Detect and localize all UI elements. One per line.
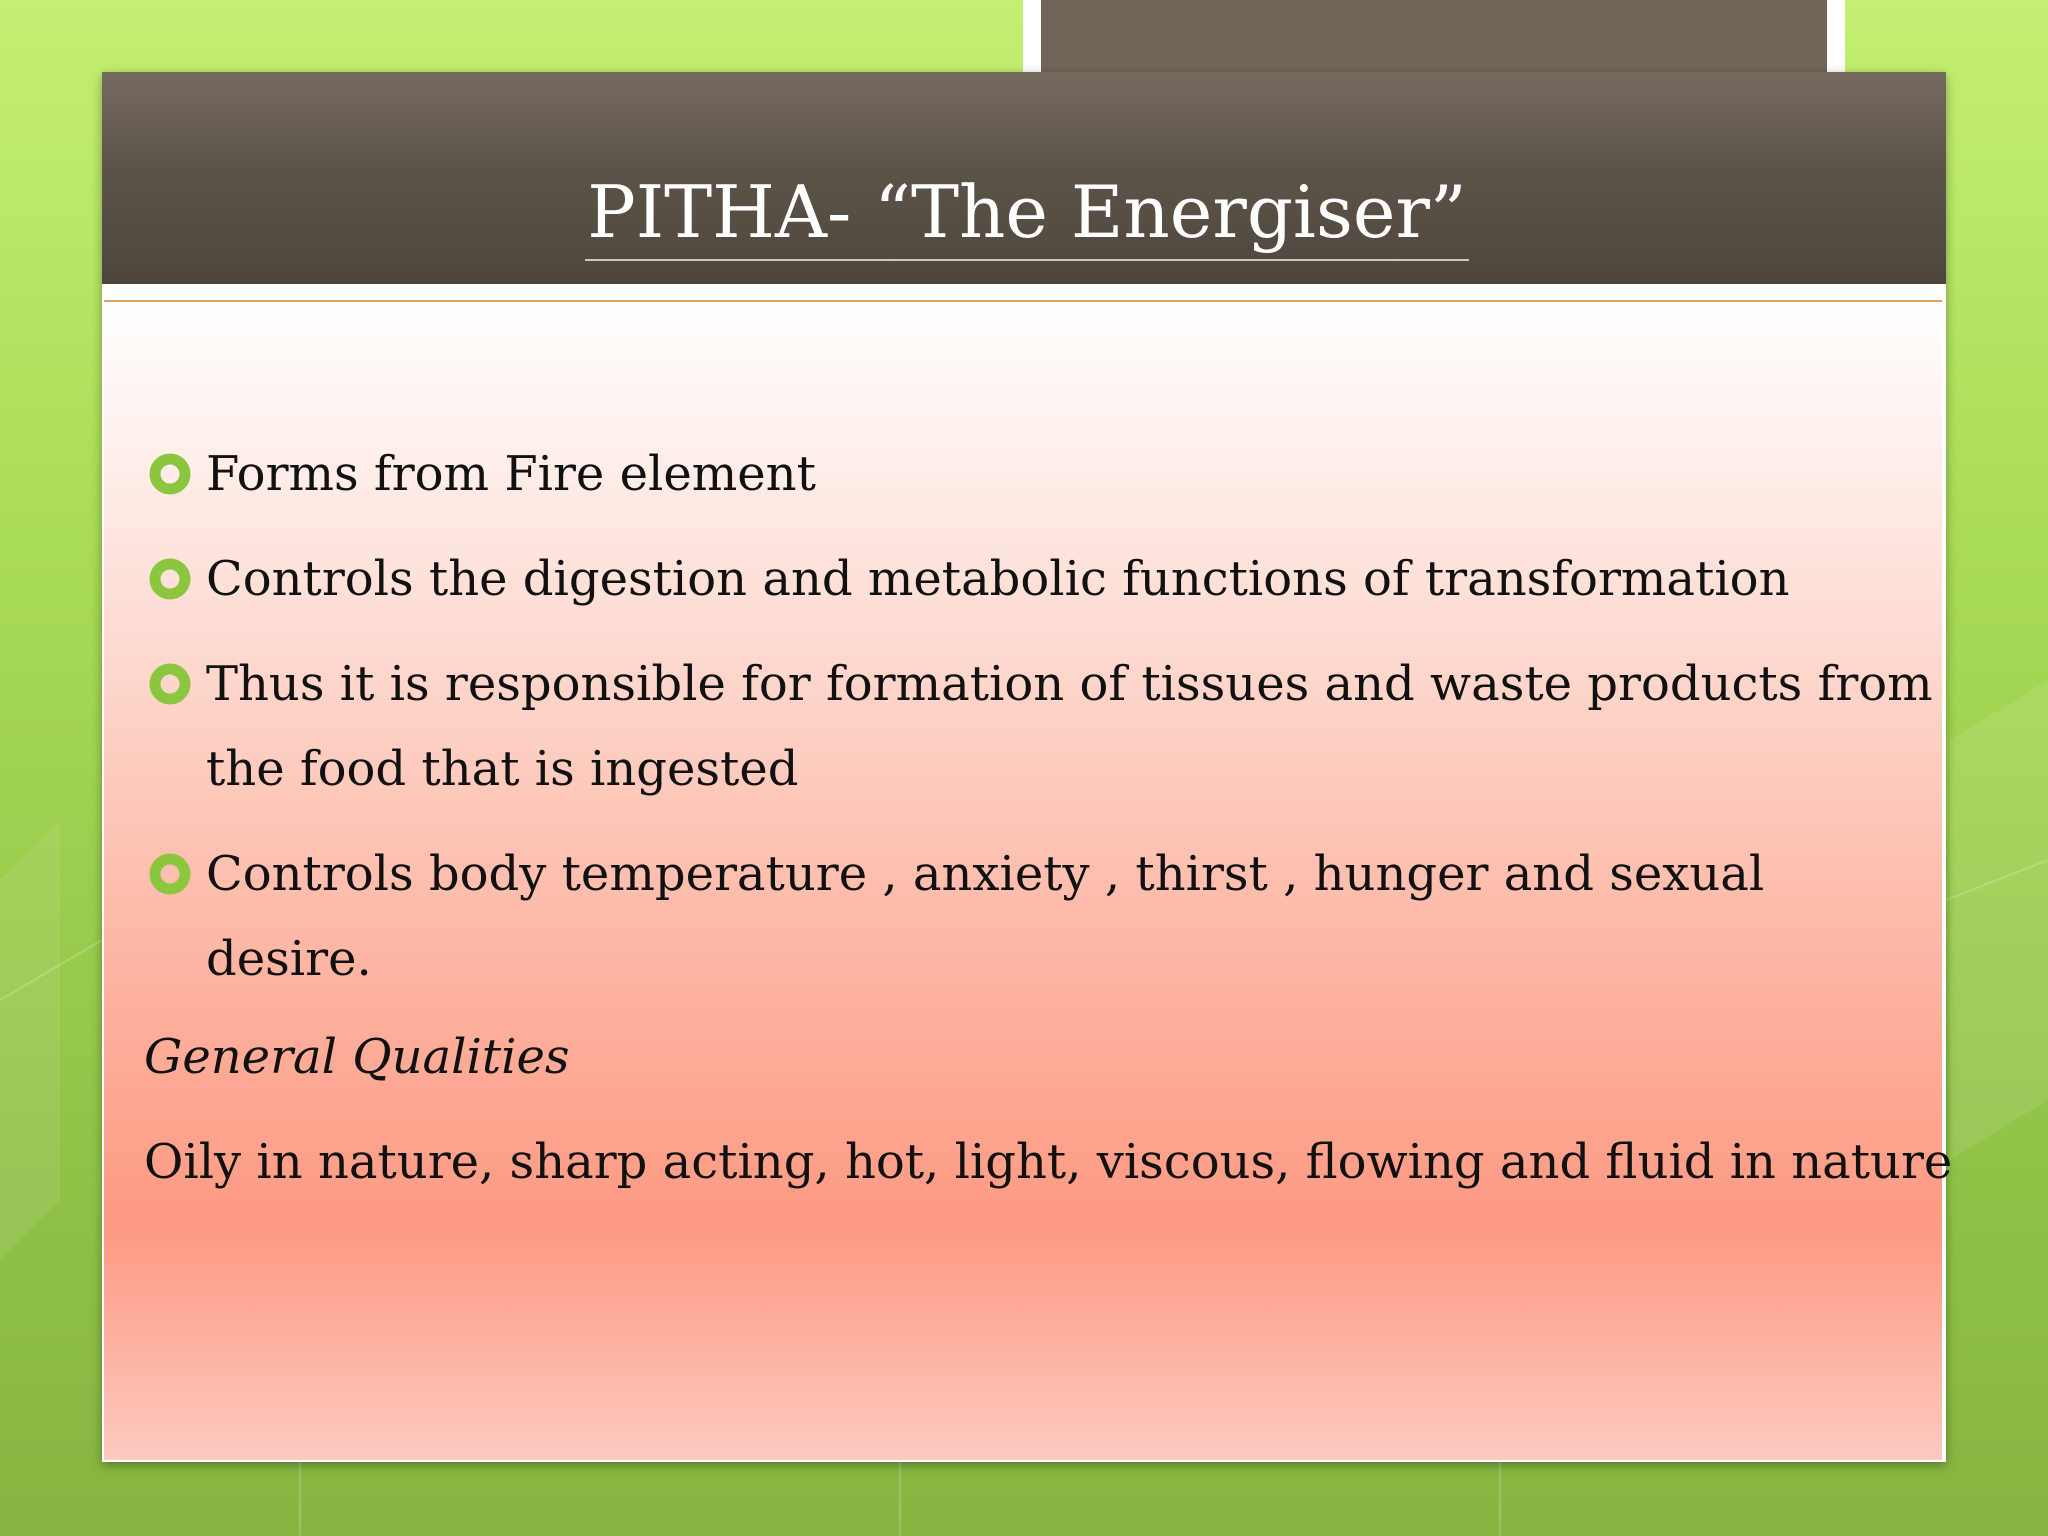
slide-title-text: PITHA- “The Energiser” bbox=[585, 167, 1468, 261]
bullet-text: Controls the digestion and metabolic functions of transformation bbox=[206, 551, 1790, 607]
bullet-item bbox=[146, 832, 1936, 1002]
bullet-list bbox=[146, 432, 1936, 1022]
bullet-item bbox=[146, 432, 1936, 517]
bullet-text: Controls body temperature , anxiety , thirst , hunger and sexual desire. bbox=[206, 846, 1765, 987]
bullet-text: Thus it is responsible for formation of tissues and waste products from the food that is ingested bbox=[206, 656, 1933, 797]
top-tab bbox=[1041, 0, 1827, 72]
ring-bullet-icon bbox=[148, 662, 192, 706]
content-panel bbox=[104, 300, 1953, 1460]
slide bbox=[102, 72, 1953, 1462]
ring-bullet-icon bbox=[148, 452, 192, 496]
bullet-item bbox=[146, 642, 1936, 812]
section-heading: General Qualities bbox=[144, 1029, 570, 1085]
ring-bullet-icon bbox=[148, 557, 192, 601]
ring-bullet-icon bbox=[148, 852, 192, 896]
qualities-text: Oily in nature, sharp acting, hot, light, viscous, flowing and fluid in nature bbox=[144, 1134, 1953, 1190]
title-bar bbox=[102, 72, 1946, 284]
slide-title bbox=[102, 167, 1946, 261]
bullet-text: Forms from Fire element bbox=[206, 446, 816, 502]
bullet-item bbox=[146, 537, 1936, 622]
